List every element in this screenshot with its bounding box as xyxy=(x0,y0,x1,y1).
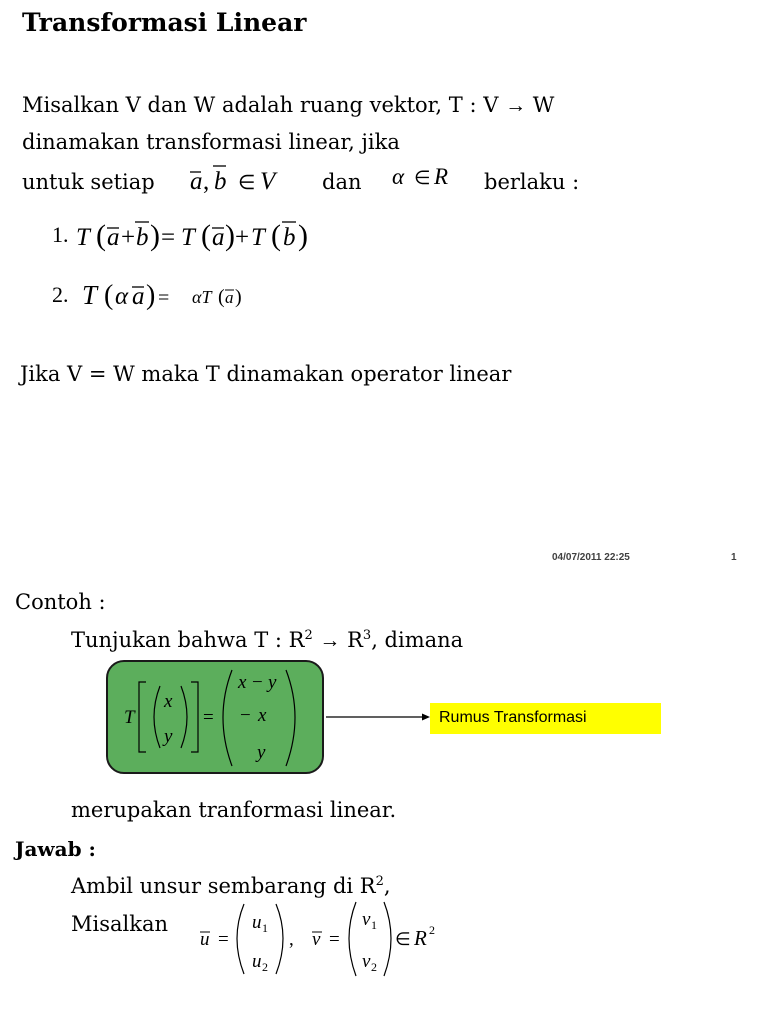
svg-text:1: 1 xyxy=(371,918,377,932)
svg-text:R: R xyxy=(434,164,449,189)
vectors-in-v-formula xyxy=(186,160,296,200)
alpha-in-r-formula xyxy=(390,160,470,196)
svg-text:∈: ∈ xyxy=(395,929,411,949)
svg-text:(: ( xyxy=(271,219,281,252)
definition-line-1-text: Misalkan V dan W adalah ruang vektor, T : V xyxy=(22,93,499,117)
svg-text:−: − xyxy=(252,672,263,693)
svg-text:x: x xyxy=(164,691,173,712)
pointer-arrow-icon xyxy=(326,710,432,724)
svg-text:u: u xyxy=(252,951,262,972)
svg-text:(: ( xyxy=(201,219,211,252)
svg-text:): ) xyxy=(146,280,156,311)
arrow-icon: → xyxy=(505,94,527,117)
svg-text:a: a xyxy=(212,224,225,251)
svg-text:,: , xyxy=(289,929,294,950)
svg-text:): ) xyxy=(235,286,242,308)
ambil-statement xyxy=(71,874,391,898)
definition-line-3 xyxy=(22,170,155,194)
svg-text:x: x xyxy=(238,672,247,693)
footer-date: 04/07/2011 22:25 xyxy=(552,552,630,563)
svg-text:=: = xyxy=(218,929,229,950)
ambil-exponent: 2 xyxy=(375,874,384,889)
svg-text:y: y xyxy=(164,726,173,747)
item-2-number: 2. xyxy=(52,282,69,307)
contoh-heading: Contoh : xyxy=(15,590,106,614)
definition-line-1-w: W xyxy=(532,93,555,117)
svg-text:=: = xyxy=(158,287,170,309)
svg-text:2: 2 xyxy=(371,960,377,974)
tunjukan-statement xyxy=(71,628,463,653)
jawab-heading: Jawab : xyxy=(15,837,96,861)
svg-text:y: y xyxy=(257,742,266,763)
definition-line-1 xyxy=(22,93,554,118)
svg-text:u: u xyxy=(200,929,210,950)
svg-text:=: = xyxy=(329,929,340,950)
berlaku-label: berlaku : xyxy=(484,170,580,194)
svg-text:(: ( xyxy=(218,286,225,308)
operator-linear-statement: Jika V = W maka T dinamakan operator linear xyxy=(20,362,512,386)
ambil-comma: , xyxy=(383,874,391,898)
merupakan-statement: merupakan tranformasi linear. xyxy=(71,798,397,822)
svg-text:): ) xyxy=(150,219,160,252)
svg-text:): ) xyxy=(298,219,308,252)
dan-label: dan xyxy=(322,170,362,194)
svg-text:a: a xyxy=(132,283,145,310)
svg-text:+: + xyxy=(235,224,250,251)
svg-text:α: α xyxy=(115,283,129,310)
rumus-transformasi-label xyxy=(430,703,661,734)
svg-text:b: b xyxy=(283,224,296,251)
svg-text:=: = xyxy=(203,707,214,728)
svg-text:T: T xyxy=(76,224,90,251)
svg-text:=: = xyxy=(161,224,176,251)
tunjukan-dimana: , dimana xyxy=(371,628,464,652)
svg-text:−: − xyxy=(240,705,251,726)
svg-text:αT: αT xyxy=(192,287,212,307)
item-1-number: 1. xyxy=(52,222,69,247)
homogeneity-formula xyxy=(80,274,260,314)
svg-text:T: T xyxy=(181,224,195,251)
svg-text:2: 2 xyxy=(262,960,268,974)
svg-text:T: T xyxy=(124,707,135,728)
tunjukan-text: Tunjukan bahwa T : R xyxy=(71,628,305,652)
rumus-transformasi-text: Rumus Transformasi xyxy=(439,709,587,726)
svg-text:y: y xyxy=(268,672,277,693)
svg-text:v: v xyxy=(362,951,371,972)
additivity-formula xyxy=(74,214,334,258)
svg-text:b: b xyxy=(214,168,227,195)
tunjukan-codomain: R xyxy=(347,628,363,652)
svg-text:a: a xyxy=(107,224,120,251)
svg-text:(: ( xyxy=(104,280,114,311)
transformation-formula xyxy=(106,660,324,774)
footer-page-number: 1 xyxy=(731,552,737,563)
svg-text:+: + xyxy=(121,224,136,251)
svg-text:x: x xyxy=(258,705,267,726)
vectors-u-v-formula xyxy=(196,898,466,980)
svg-text:u: u xyxy=(252,912,262,933)
slide-title: Transformasi Linear xyxy=(22,8,307,37)
svg-text:1: 1 xyxy=(262,921,268,935)
definition-line-2: dinamakan transformasi linear, jika xyxy=(22,130,400,154)
svg-text:a: a xyxy=(190,168,203,195)
svg-text:∈: ∈ xyxy=(238,172,256,194)
svg-text:b: b xyxy=(136,224,149,251)
svg-text:T: T xyxy=(251,224,265,251)
svg-text:(: ( xyxy=(96,219,106,252)
svg-text:T: T xyxy=(82,280,98,310)
ambil-text: Ambil unsur sembarang di R xyxy=(71,874,376,898)
svg-text:v: v xyxy=(312,929,321,950)
svg-text:R: R xyxy=(414,926,427,950)
misalkan-label: Misalkan xyxy=(71,912,169,936)
svg-text:,: , xyxy=(203,168,210,195)
tunjukan-exponent-2: 2 xyxy=(304,628,313,643)
svg-text:α: α xyxy=(392,164,405,189)
svg-text:v: v xyxy=(362,909,371,930)
tunjukan-exponent-3: 3 xyxy=(362,628,372,643)
svg-text:∈: ∈ xyxy=(414,168,431,189)
definition-line-3-prefix: untuk setiap xyxy=(22,170,155,194)
arrow-icon: → xyxy=(319,629,341,652)
svg-text:2: 2 xyxy=(429,923,435,937)
svg-text:): ) xyxy=(225,219,235,252)
svg-text:a: a xyxy=(225,288,234,307)
svg-text:V: V xyxy=(260,168,276,195)
